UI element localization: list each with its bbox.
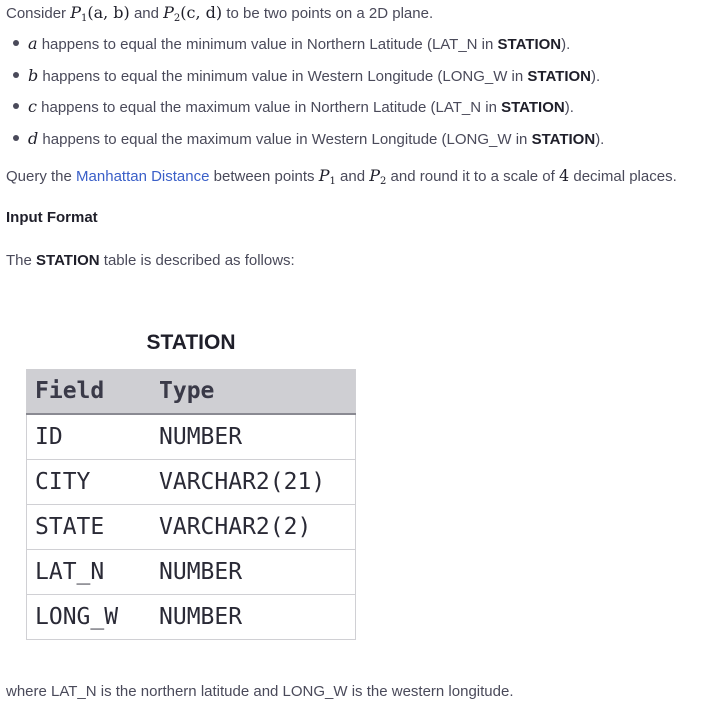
- bullet-text-end: ).: [564, 99, 574, 116]
- intro-mid: and: [129, 5, 164, 22]
- field-cell: LONG_W: [27, 595, 152, 640]
- table-row: [27, 505, 356, 550]
- bullet-item: [13, 129, 604, 150]
- table-header-row: [27, 369, 356, 414]
- field-cell: STATE: [27, 505, 152, 550]
- table-row: [27, 550, 356, 595]
- bullet-table-name: STATION: [497, 36, 562, 53]
- point-p1: $P_1(a$, b): [70, 3, 130, 24]
- bullet-table-name: STATION: [531, 131, 596, 148]
- type-cell: NUMBER: [151, 550, 356, 595]
- type-cell: VARCHAR2(2): [151, 505, 356, 550]
- header-type: Type: [151, 369, 356, 414]
- bullet-var: c: [28, 97, 37, 116]
- bullet-table-name: STATION: [527, 68, 592, 85]
- bullet-text-end: ).: [561, 36, 571, 53]
- table-intro-name: STATION: [36, 252, 100, 269]
- type-cell: NUMBER: [151, 595, 356, 640]
- bullet-dot-icon: [13, 40, 19, 46]
- station-table: [26, 369, 356, 640]
- field-cell: LAT_N: [27, 550, 152, 595]
- bullet-item: [13, 97, 574, 118]
- input-format-heading: Input Format: [6, 209, 98, 226]
- bullet-dot-icon: [13, 72, 19, 78]
- scale-value: 4: [559, 166, 570, 185]
- field-cell: CITY: [27, 460, 152, 505]
- query-suffix: decimal places.: [569, 168, 677, 185]
- query-text: and: [335, 168, 370, 185]
- bullet-var: d: [28, 129, 39, 148]
- bullet-item: [13, 66, 600, 87]
- point-p2: $P_2$: [369, 166, 387, 187]
- bullet-text-end: ).: [595, 131, 605, 148]
- intro-line: [6, 3, 433, 29]
- table-row: [27, 460, 356, 505]
- bullet-text: happens to equal the minimum value in Northern Latitude (LAT_N in: [37, 36, 498, 53]
- query-text: between points: [209, 168, 319, 185]
- manhattan-distance-link[interactable]: Manhattan Distance: [76, 168, 210, 185]
- query-line: [6, 166, 677, 192]
- point-p2: $P_2(c$, d): [163, 3, 223, 24]
- table-row: [27, 414, 356, 460]
- type-cell: VARCHAR2(21): [151, 460, 356, 505]
- table-row: [27, 595, 356, 640]
- bullet-text-end: ).: [591, 68, 601, 85]
- footer-note: where LAT_N is the northern latitude and LONG_W is the western longitude.: [6, 683, 514, 700]
- intro-suffix: to be two points on a 2D plane.: [222, 5, 434, 22]
- query-prefix: Query the: [6, 168, 77, 185]
- bullet-text: happens to equal the maximum value in Western Longitude (LONG_W in: [38, 131, 532, 148]
- table-caption: STATION: [146, 331, 236, 354]
- bullet-dot-icon: [13, 103, 19, 109]
- point-p1: $P_1$: [318, 166, 336, 187]
- bullet-item: [13, 34, 570, 55]
- bullet-text: happens to equal the minimum value in Western Longitude (LONG_W in: [38, 68, 528, 85]
- header-field: Field: [27, 369, 152, 414]
- bullet-var: a: [28, 34, 38, 53]
- intro-prefix: Consider: [6, 5, 71, 22]
- field-cell: ID: [27, 414, 152, 460]
- table-intro-prefix: The: [6, 252, 37, 269]
- bullet-var: b: [28, 66, 39, 85]
- table-intro: [6, 251, 295, 271]
- query-text: and round it to a scale of: [386, 168, 559, 185]
- type-cell: NUMBER: [151, 414, 356, 460]
- table-intro-suffix: table is described as follows:: [99, 252, 295, 269]
- bullet-text: happens to equal the maximum value in Northern Latitude (LAT_N in: [36, 99, 502, 116]
- bullet-dot-icon: [13, 135, 19, 141]
- bullet-table-name: STATION: [501, 99, 565, 116]
